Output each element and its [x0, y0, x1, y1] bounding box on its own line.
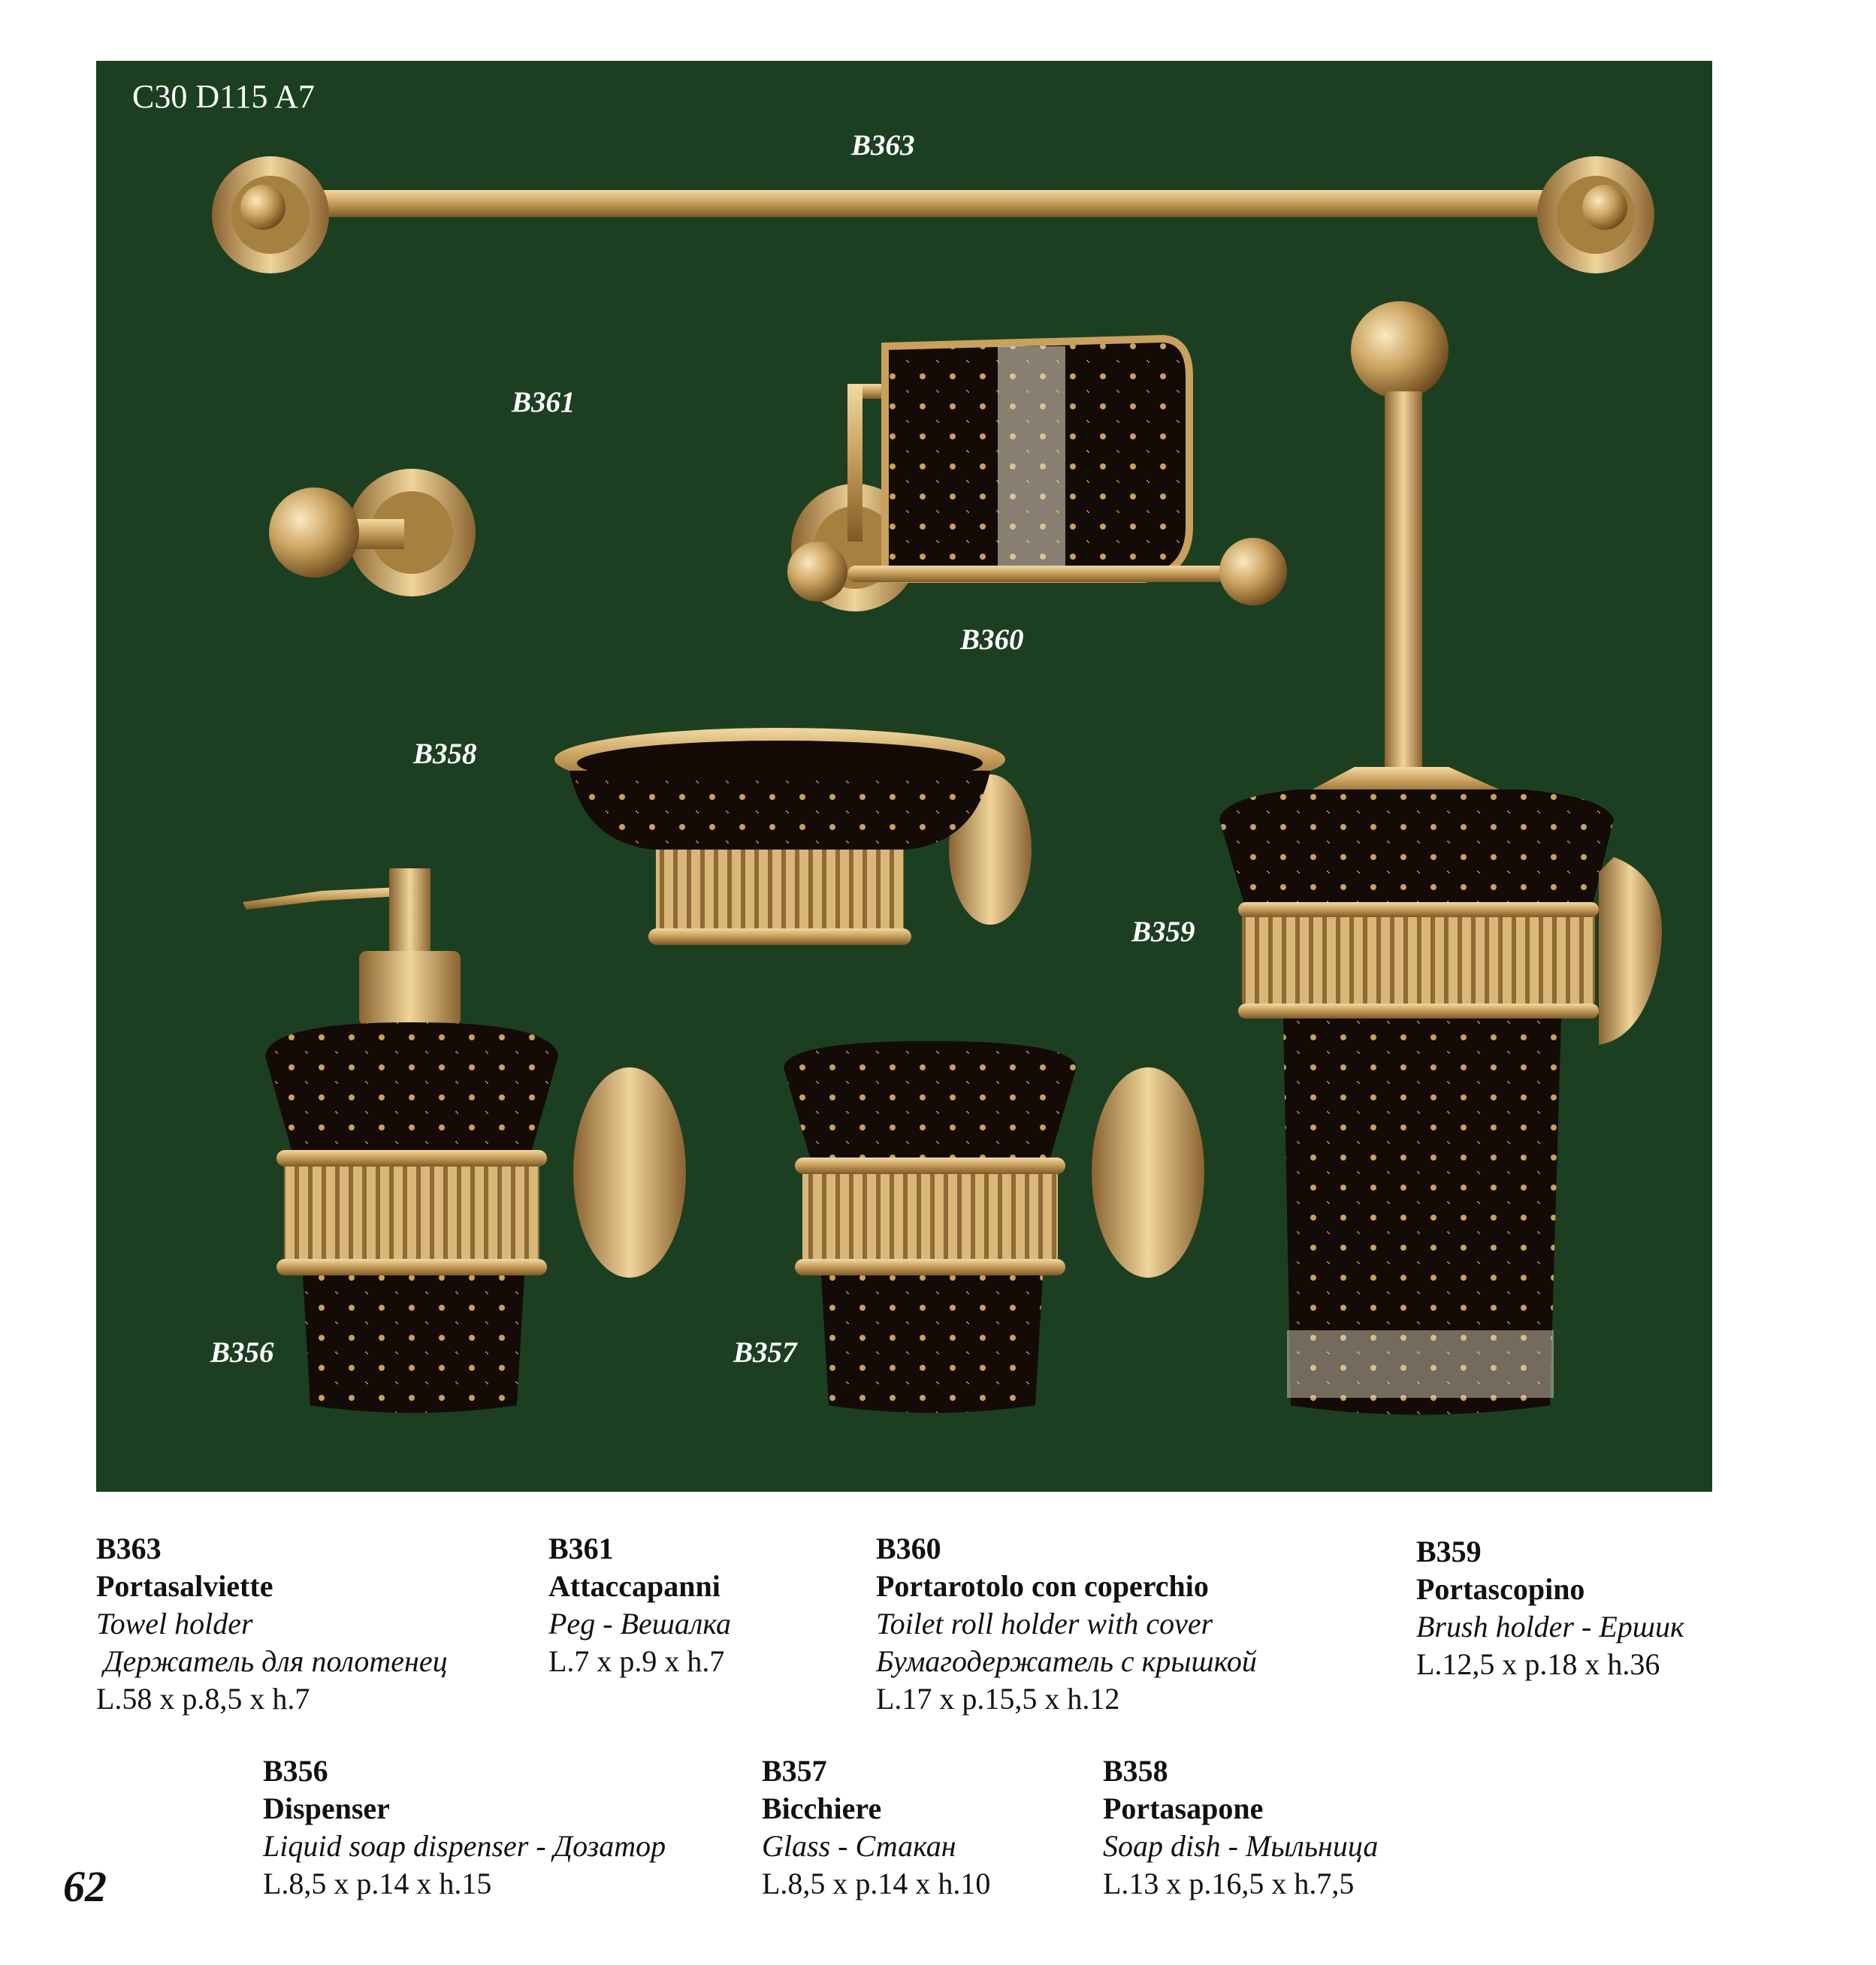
item-b356	[263, 1752, 666, 1903]
item-size: L.8,5 x p.14 x h.15	[263, 1867, 492, 1900]
item-b358	[1103, 1752, 1378, 1903]
item-description: Soap dish - Мыльница	[1103, 1829, 1379, 1863]
item-name: Bicchiere	[762, 1791, 882, 1825]
item-name: Dispenser	[263, 1791, 390, 1825]
soap-dispenser-illustration	[243, 868, 686, 1413]
item-code: B357	[762, 1754, 827, 1788]
item-description: Towel holder	[96, 1607, 253, 1641]
item-name: Portarotolo con coperchio	[876, 1569, 1209, 1603]
finish-code: C30 D115 A7	[132, 78, 315, 115]
item-size: L.8,5 x p.14 x h.10	[762, 1867, 991, 1900]
item-b360	[876, 1530, 1257, 1718]
label-b358: B358	[413, 738, 477, 770]
item-size: L.58 x p.8,5 x h.7	[96, 1682, 310, 1716]
item-name: Portasapone	[1103, 1791, 1264, 1825]
label-b363: B363	[851, 129, 915, 161]
item-description-ru: Бумагодержатель с крышкой	[876, 1644, 1257, 1678]
glass-illustration	[784, 1041, 1204, 1413]
item-code: B361	[548, 1532, 614, 1565]
toilet-roll-holder-illustration	[787, 339, 1287, 611]
label-b359: B359	[1131, 916, 1195, 948]
item-code: B359	[1416, 1535, 1482, 1568]
label-b361: B361	[512, 386, 575, 418]
item-description-ru: Держатель для полотенец	[96, 1644, 448, 1678]
item-code: B358	[1103, 1754, 1168, 1788]
item-description: Glass - Стакан	[762, 1829, 956, 1863]
item-description: Peg - Вешалка	[548, 1607, 732, 1641]
label-b360: B360	[960, 623, 1024, 656]
item-b359	[1416, 1533, 1684, 1683]
peg-illustration	[269, 469, 476, 596]
item-name: Portascopino	[1416, 1572, 1585, 1606]
item-size: L.7 x p.9 x h.7	[548, 1644, 725, 1678]
item-name: Portasalviette	[96, 1569, 273, 1603]
item-b357	[762, 1752, 990, 1903]
item-name: Attaccapanni	[548, 1569, 720, 1603]
towel-holder-illustration	[212, 156, 1654, 273]
item-size: L.12,5 x p.18 x h.36	[1416, 1647, 1660, 1681]
label-b356: B356	[210, 1336, 274, 1369]
soap-dish-illustration	[554, 728, 1032, 945]
item-description: Toilet roll holder with cover	[876, 1607, 1213, 1641]
product-illustration	[96, 61, 1712, 1492]
item-code: B360	[876, 1532, 941, 1565]
item-code: B356	[263, 1754, 328, 1788]
item-size: L.13 x p.16,5 x h.7,5	[1103, 1867, 1355, 1900]
item-code: B363	[96, 1532, 162, 1565]
item-description: Liquid soap dispenser - Дозатор	[263, 1829, 666, 1863]
page-number: 62	[63, 1862, 107, 1911]
label-b357: B357	[733, 1336, 797, 1369]
item-b363	[96, 1530, 448, 1718]
brush-holder-illustration	[1219, 301, 1662, 1415]
item-description: Brush holder - Ершик	[1416, 1610, 1684, 1644]
product-photo	[96, 61, 1712, 1492]
item-size: L.17 x p.15,5 x h.12	[876, 1682, 1120, 1716]
item-b361	[548, 1530, 731, 1680]
